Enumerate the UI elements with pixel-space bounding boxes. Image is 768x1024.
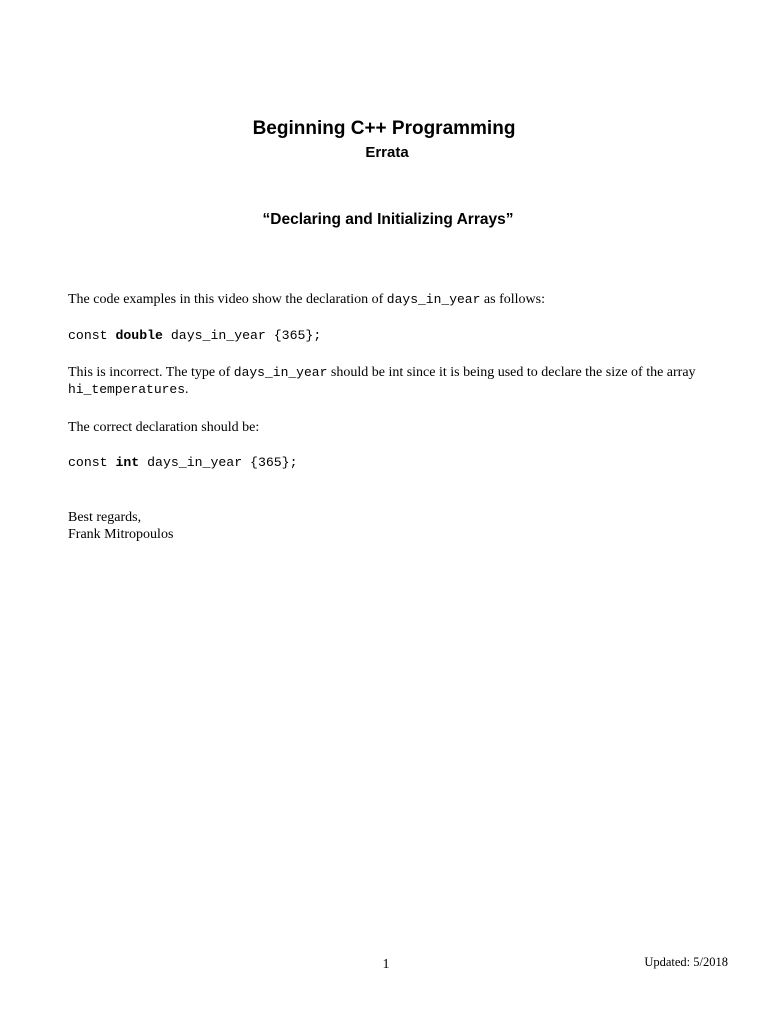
paragraph-correction: The correct declaration should be: <box>68 420 260 435</box>
code-type-double: double <box>115 328 163 343</box>
explanation-text-1: This is incorrect. The type of <box>68 365 234 380</box>
section-title: “Declaring and Initializing Arrays” <box>262 211 514 228</box>
paragraph-intro <box>68 291 708 308</box>
closing-line: Best regards, <box>68 510 142 525</box>
inline-code-days-in-year: days_in_year <box>386 292 481 307</box>
document-title: Beginning C++ Programming <box>252 118 516 139</box>
code-const-keyword: const <box>68 328 116 343</box>
intro-text-end: as follows: <box>480 292 545 307</box>
page-number: 1 <box>382 957 390 972</box>
explanation-text-3: . <box>185 382 189 397</box>
explanation-text-2: should be int since it is being used to declare the size of the array <box>327 365 696 380</box>
inline-code-hi-temperatures: hi_temperatures <box>68 382 186 397</box>
code-declaration-rest: days_in_year {365}; <box>139 455 298 470</box>
author-name: Frank Mitropoulos <box>68 527 174 542</box>
code-type-int: int <box>115 455 140 470</box>
paragraph-explanation <box>68 364 708 398</box>
inline-code-days-in-year: days_in_year <box>233 365 328 380</box>
code-declaration-rest: days_in_year {365}; <box>162 328 322 343</box>
document-subtitle: Errata <box>365 144 409 161</box>
code-const-keyword: const <box>68 455 116 470</box>
intro-text-start: The code examples in this video show the declaration of <box>68 292 387 307</box>
code-line-incorrect <box>68 327 321 344</box>
updated-date: Updated: 5/2018 <box>644 955 728 969</box>
code-line-correct <box>68 454 298 471</box>
